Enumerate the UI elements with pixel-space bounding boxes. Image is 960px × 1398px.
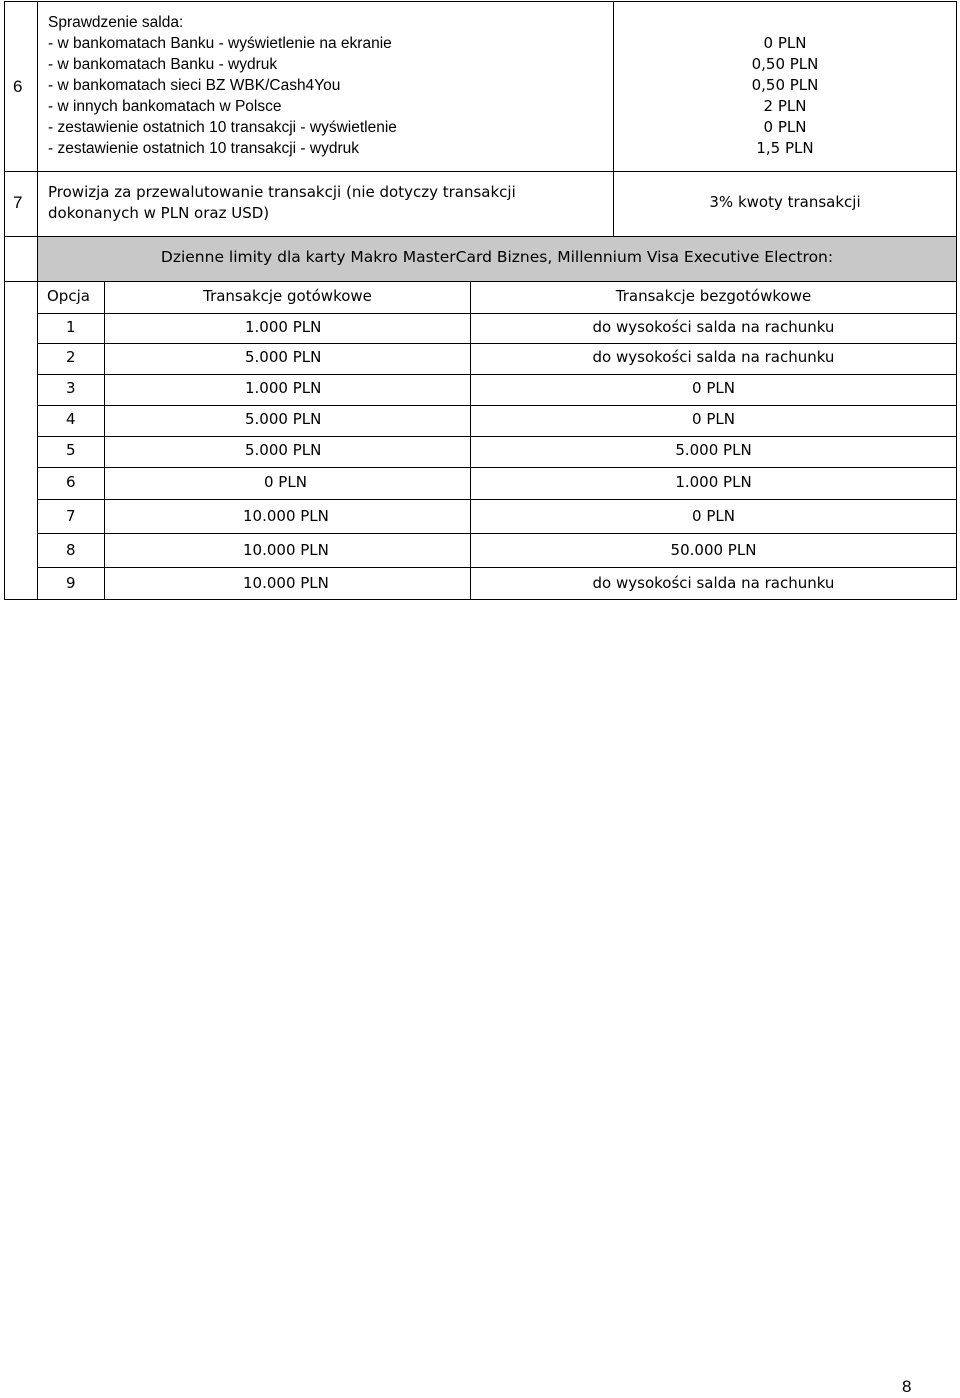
limit-cash: 0 PLN [264,473,307,491]
balance-fee-value: 0 PLN [763,118,807,136]
limit-option: 2 [66,348,76,366]
limits-title: Dzienne limity dla karty Makro MasterCard Biznes, Millennium Visa Executive Electron: [160,248,834,266]
row-number-7: 7 [13,193,23,212]
column-header-option: Opcja [47,287,90,305]
limit-noncash: 0 PLN [692,410,735,428]
conversion-fee-desc: dokonanych w PLN oraz USD) [48,204,270,222]
balance-check-line: - zestawienie ostatnich 10 transakcji - wyświetlenie [48,119,397,136]
limit-option: 7 [66,507,76,525]
balance-check-line: - w bankomatach Banku - wydruk [48,56,278,73]
balance-check-line: - zestawienie ostatnich 10 transakcji - wydruk [48,140,359,157]
balance-fee-value: 0 PLN [763,34,807,52]
balance-check-title: Sprawdzenie salda: [48,14,184,31]
limit-noncash: 50.000 PLN [670,541,757,559]
limit-option: 5 [66,441,76,459]
balance-fee-value: 1,5 PLN [756,139,814,157]
column-header-cash: Transakcje gotówkowe [203,287,372,305]
column-header-noncash: Transakcje bezgotówkowe [615,287,812,305]
balance-check-line: - w innych bankomatach w Polsce [48,98,282,115]
limit-option: 9 [66,574,76,592]
limit-noncash: 0 PLN [692,379,735,397]
limit-noncash: do wysokości salda na rachunku [592,318,835,336]
page-number: 8 [902,1377,912,1396]
limit-cash: 5.000 PLN [245,348,322,366]
limit-noncash: 5.000 PLN [675,441,752,459]
balance-fee-value: 0,50 PLN [751,55,819,73]
limit-cash: 10.000 PLN [243,541,329,559]
limit-cash: 10.000 PLN [243,507,329,525]
limit-cash: 1.000 PLN [245,318,322,336]
limit-option: 4 [66,410,76,428]
conversion-fee-value: 3% kwoty transakcji [709,193,861,211]
row-number-6: 6 [13,77,23,96]
limit-cash: 5.000 PLN [245,441,322,459]
balance-check-line: - w bankomatach Banku - wyświetlenie na ekranie [48,35,392,52]
limit-option: 1 [66,318,76,336]
limit-noncash: do wysokości salda na rachunku [592,348,835,366]
limit-cash: 10.000 PLN [243,574,329,592]
conversion-fee-desc: Prowizja za przewalutowanie transakcji (nie dotyczy transakcji [48,183,516,201]
limit-option: 3 [66,379,76,397]
balance-fee-value: 0,50 PLN [751,76,819,94]
limit-noncash: 0 PLN [692,507,735,525]
limit-noncash: do wysokości salda na rachunku [592,574,835,592]
limit-cash: 5.000 PLN [245,410,322,428]
limit-cash: 1.000 PLN [245,379,322,397]
balance-check-line: - w bankomatach sieci BZ WBK/Cash4You [48,77,341,94]
limit-option: 6 [66,473,76,491]
balance-fee-value: 2 PLN [763,97,807,115]
limit-option: 8 [66,541,76,559]
limit-noncash: 1.000 PLN [675,473,752,491]
